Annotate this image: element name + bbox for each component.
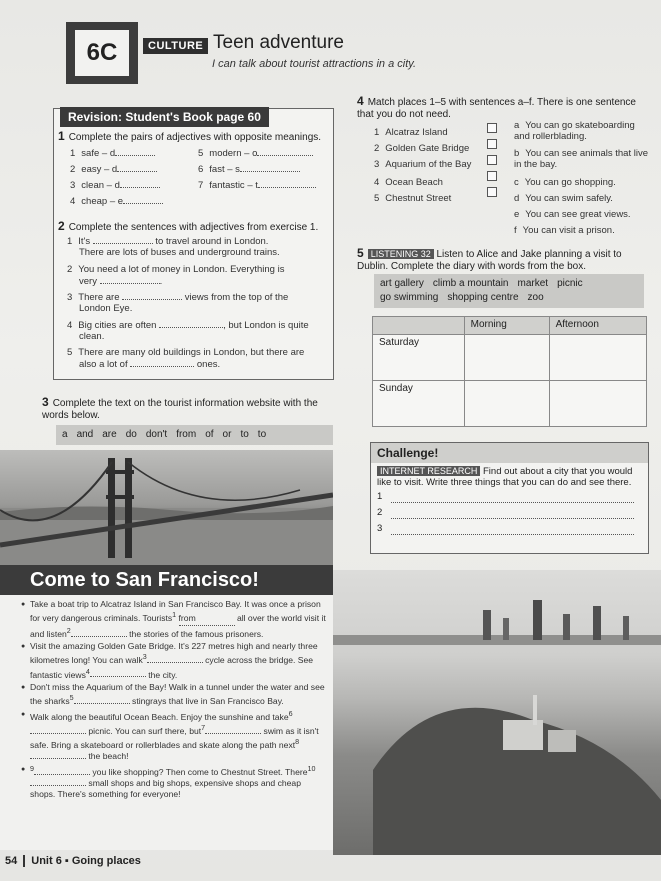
- ex2-item: 2 You need a lot of money in London. Everything is very .: [67, 264, 285, 287]
- answer-checkbox[interactable]: [487, 139, 497, 149]
- diary-row-saturday: Saturday: [373, 335, 465, 381]
- challenge-box: [370, 442, 649, 554]
- ex2-item: 1 It's to travel around in London. There are lots of buses and underground trains.: [67, 236, 280, 258]
- answer-blank[interactable]: [71, 636, 127, 637]
- place-item: 5 Chestnut Street: [374, 193, 452, 204]
- answer-blank[interactable]: [34, 774, 90, 775]
- ex2-item: 4 Big cities are often , but London is quite clean.: [67, 320, 309, 342]
- answer-blank[interactable]: [257, 147, 313, 156]
- answer-blank[interactable]: [74, 703, 130, 704]
- unit-tab: [66, 22, 138, 84]
- answer-blank[interactable]: [120, 179, 160, 188]
- diary-cell[interactable]: [549, 335, 646, 381]
- exercise-5-instruction: 5 LISTENING 32 Listen to Alice and Jake planning a visit to Dublin. Complete the diary with words from the box.: [357, 246, 622, 272]
- article-paragraph: ● Don't miss the Aquarium of the Bay! Walk in a tunnel under the water and see the sharks$^5$ stingrays that live in San Francisco Bay.: [30, 682, 327, 708]
- city-skyline-illustration: [333, 570, 661, 855]
- answer-blank[interactable]: [147, 662, 203, 663]
- bridge-illustration: [0, 450, 333, 570]
- answer-blank[interactable]: [258, 179, 316, 188]
- answer-blank[interactable]: from: [179, 613, 235, 625]
- answer-line[interactable]: 3: [377, 523, 642, 539]
- place-item: 2 Golden Gate Bridge: [374, 143, 470, 154]
- answer-checkbox[interactable]: [487, 155, 497, 165]
- answer-blank[interactable]: [30, 758, 86, 759]
- article-paragraph: ● Visit the amazing Golden Gate Bridge. It's 227 metres high and nearly three kilometres long! You can walk$^3$ cycle across the bridge. See fantastic views$^4$ the city.: [30, 641, 327, 681]
- article-paragraph: ● $^9$ you like shopping? Then come to Chestnut Street. There$^{10}$ small shops and big shops, expensive shops and cheap shops. There's something for everyone!: [30, 764, 327, 801]
- ex1-item: 5 modern – o: [198, 147, 313, 159]
- answer-blank[interactable]: [205, 733, 261, 734]
- page-title: Teen adventure: [213, 32, 344, 53]
- ex1-item: 6 fast – s: [198, 163, 300, 175]
- diary-row-sunday: Sunday: [373, 381, 465, 427]
- listening-badge: LISTENING 32: [368, 249, 434, 259]
- answer-blank[interactable]: [100, 275, 160, 284]
- exercise-4-instruction: 4 Match places 1–5 with sentences a–f. There is one sentence that you do not need.: [357, 94, 636, 120]
- diary-cell[interactable]: [464, 381, 549, 427]
- answer-blank[interactable]: [159, 319, 223, 328]
- exercise-2-instruction: 2 Complete the sentences with adjectives from exercise 1.: [58, 219, 319, 233]
- place-item: 1 Alcatraz Island: [374, 127, 448, 138]
- footer-unit: Unit 6: [31, 855, 62, 867]
- answer-blank[interactable]: [122, 291, 182, 300]
- answer-blank[interactable]: [130, 358, 194, 367]
- answer-checkbox[interactable]: [487, 187, 497, 197]
- golden-gate-bridge-photo: [0, 450, 333, 570]
- page-footer: 54 Unit 6 ▪ Going places: [5, 855, 141, 867]
- challenge-heading: Challenge!: [371, 443, 648, 463]
- answer-checkbox[interactable]: [487, 171, 497, 181]
- footer-topic: Going places: [71, 855, 141, 867]
- answer-blank[interactable]: [117, 163, 157, 172]
- sentence-item: f You can visit a prison.: [514, 225, 615, 236]
- answer-blank[interactable]: [30, 785, 86, 786]
- ex1-item: 2 easy – d: [70, 163, 157, 175]
- article-paragraph: ● Walk along the beautiful Ocean Beach. Enjoy the sunshine and take$^6$ picnic. You can surf there, but$^7$ swim as it isn't safe. Bring a skateboard or rollerblades and skate along the path next$^8$ the beach!: [30, 709, 327, 763]
- diary-table: [372, 316, 647, 427]
- revision-heading: Revision: Student's Book page 60: [60, 107, 269, 127]
- ex2-item: 5 There are many old buildings in London, but there are also a lot of ones.: [67, 347, 305, 370]
- sentence-item: c You can go shopping.: [514, 177, 616, 188]
- sentence-item: a You can go skateboarding and rollerblading.: [514, 120, 635, 142]
- article-banner: Come to San Francisco!: [0, 565, 333, 595]
- page-subtitle: I can talk about tourist attractions in a city.: [212, 58, 417, 70]
- culture-badge: CULTURE: [143, 38, 208, 54]
- ex2-item: 3 There are views from the top of the London Eye.: [67, 292, 289, 314]
- diary-col-afternoon: Afternoon: [549, 317, 646, 335]
- article-text: [0, 595, 333, 850]
- exercise-3-word-bank: a and are do don't from of or to to: [56, 425, 333, 445]
- ex1-item: 4 cheap – e: [70, 195, 163, 207]
- article-paragraph: ● Take a boat trip to Alcatraz Island in San Francisco Bay. It was once a prison for very dangerous criminals. Tourists$^1$ from all over the world visit it and listen$^2$ the stories of the famous prisoners.: [30, 599, 327, 640]
- sentence-item: d You can swim safely.: [514, 193, 613, 204]
- answer-blank[interactable]: [240, 163, 300, 172]
- internet-research-badge: INTERNET RESEARCH: [377, 466, 480, 476]
- diary-cell[interactable]: [549, 381, 646, 427]
- diary-cell[interactable]: [464, 335, 549, 381]
- sentence-item: e You can see great views.: [514, 209, 631, 220]
- answer-line[interactable]: 2: [377, 507, 642, 523]
- answer-blank[interactable]: [30, 733, 86, 734]
- answer-blank[interactable]: [90, 676, 146, 677]
- answer-blank[interactable]: [115, 147, 155, 156]
- unit-code: 6C: [75, 30, 129, 76]
- ex1-item: 3 clean – d: [70, 179, 160, 191]
- place-item: 4 Ocean Beach: [374, 177, 443, 188]
- place-item: 3 Aquarium of the Bay: [374, 159, 472, 170]
- challenge-text: INTERNET RESEARCH Find out about a city that you would like to visit. Write three things that you can do and see there.: [377, 466, 633, 488]
- exercise-3-instruction: 3 Complete the text on the tourist information website with the words below.: [42, 395, 318, 421]
- diary-col-morning: Morning: [464, 317, 549, 335]
- answer-blank[interactable]: [93, 235, 153, 244]
- ex1-item: 1 safe – d: [70, 147, 155, 159]
- ex1-item: 7 fantastic – t: [198, 179, 316, 191]
- diary-corner: [373, 317, 465, 335]
- exercise-5-word-bank: art gallery climb a mountain market picnic go swimming shopping centre zoo: [374, 274, 644, 308]
- alcatraz-island-photo: [333, 570, 661, 855]
- exercise-number: 1: [58, 129, 65, 143]
- answer-line[interactable]: 1: [377, 491, 642, 507]
- exercise-1-instruction: 1 Complete the pairs of adjectives with opposite meanings.: [58, 129, 322, 143]
- answer-checkbox[interactable]: [487, 123, 497, 133]
- sentence-item: b You can see animals that live in the bay.: [514, 148, 648, 170]
- page-number: 54: [5, 855, 25, 867]
- answer-blank[interactable]: [123, 195, 163, 204]
